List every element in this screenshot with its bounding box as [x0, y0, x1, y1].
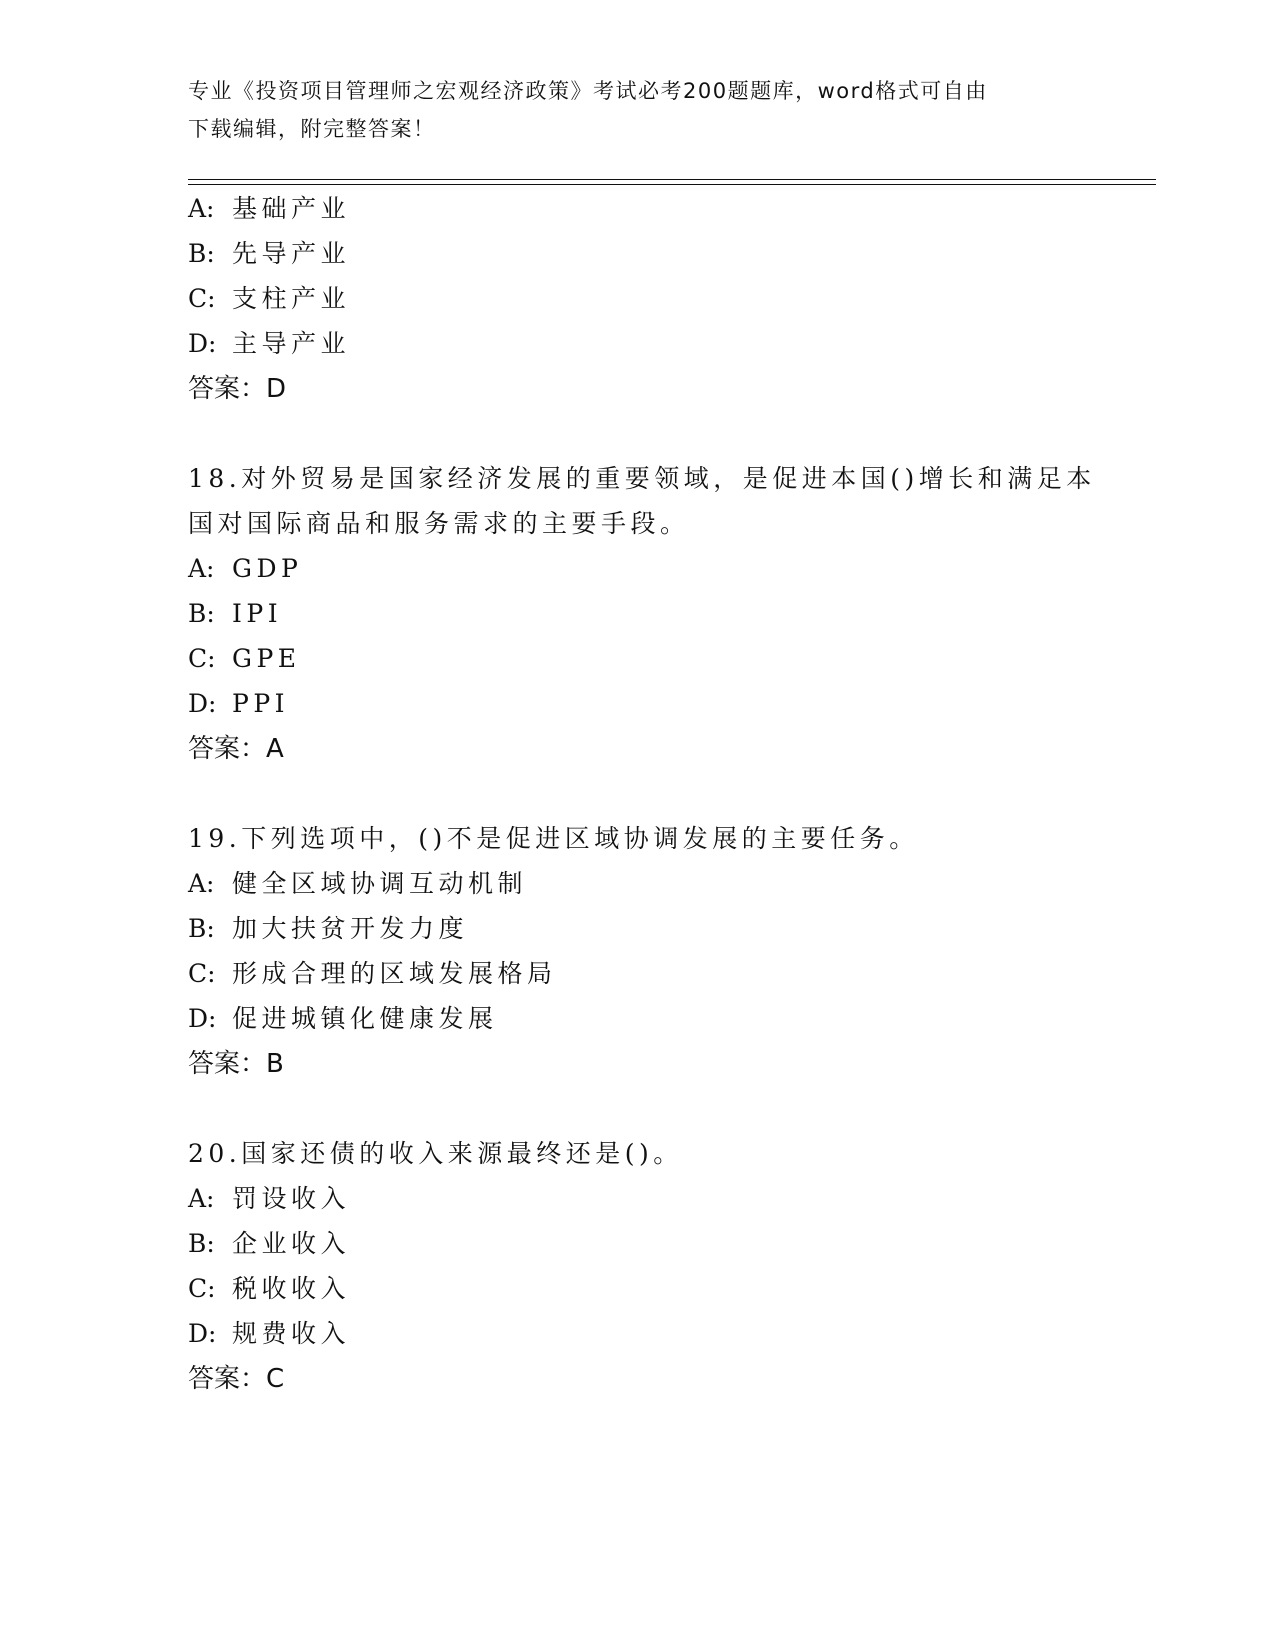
- option-text: 罚设收入: [232, 1184, 351, 1213]
- option-key: A:: [188, 1184, 215, 1213]
- option-key: C:: [188, 284, 216, 313]
- option-key: B:: [188, 1229, 215, 1258]
- q19-option-b: [188, 913, 468, 945]
- option-key: B:: [188, 239, 215, 268]
- q19-answer: 答案：B: [188, 1049, 284, 1079]
- option-text: 主导产业: [232, 329, 351, 358]
- q19-option-c: [188, 958, 557, 990]
- option-text: 基础产业: [232, 194, 351, 223]
- option-key: B:: [188, 599, 215, 628]
- q18-option-c: [188, 643, 301, 675]
- q20-answer: 答案：C: [188, 1364, 285, 1394]
- q17-answer: 答案：D: [188, 374, 287, 404]
- option-key: A:: [188, 554, 215, 583]
- option-text: 税收收入: [232, 1274, 351, 1303]
- q18-stem-line-2: 国对国际商品和服务需求的主要手段。: [188, 509, 690, 538]
- header-divider-bottom: [188, 184, 1156, 185]
- q19-option-d: [188, 1003, 498, 1035]
- q17-option-a: [188, 193, 350, 225]
- option-text: PPI: [232, 689, 290, 718]
- option-text: 形成合理的区域发展格局: [232, 959, 557, 988]
- option-text: 企业收入: [232, 1229, 351, 1258]
- option-key: C:: [188, 644, 216, 673]
- option-text: 健全区域协调互动机制: [232, 869, 528, 898]
- q18-option-d: [188, 688, 289, 720]
- q18-option-b: [188, 598, 282, 630]
- q17-option-c: [188, 283, 350, 315]
- option-text: GPE: [232, 644, 301, 673]
- option-text: 先导产业: [232, 239, 351, 268]
- header-divider-top: [188, 179, 1156, 180]
- option-text: 促进城镇化健康发展: [232, 1004, 498, 1033]
- q17-option-b: [188, 238, 350, 270]
- q18-answer: 答案：A: [188, 734, 284, 764]
- option-text: 加大扶贫开发力度: [232, 914, 469, 943]
- q20-option-a: [188, 1183, 350, 1215]
- q18-option-a: [188, 553, 302, 585]
- option-key: D:: [188, 1319, 217, 1348]
- q20-option-c: [188, 1273, 350, 1305]
- option-text: GDP: [232, 554, 303, 583]
- option-key: C:: [188, 959, 216, 988]
- option-key: D:: [188, 689, 217, 718]
- q19-option-a: [188, 868, 527, 900]
- option-key: A:: [188, 869, 215, 898]
- q17-option-d: [188, 328, 350, 360]
- header-line-2: 下载编辑，附完整答案！: [188, 117, 436, 141]
- document-header: [188, 72, 1088, 148]
- option-text: 规费收入: [232, 1319, 351, 1348]
- option-key: A:: [188, 194, 215, 223]
- option-text: IPI: [232, 599, 283, 628]
- q18-stem-line-1: 18.对外贸易是国家经济发展的重要领域，是促进本国()增长和满足本: [188, 464, 1096, 493]
- option-key: C:: [188, 1274, 216, 1303]
- q19-stem-line-1: 19.下列选项中，()不是促进区域协调发展的主要任务。: [188, 824, 919, 853]
- option-key: B:: [188, 914, 215, 943]
- q20-option-b: [188, 1228, 350, 1260]
- header-line-1: 专业《投资项目管理师之宏观经济政策》考试必考200题题库，word格式可自由: [188, 79, 988, 103]
- option-key: D:: [188, 329, 217, 358]
- option-key: D:: [188, 1004, 217, 1033]
- option-text: 支柱产业: [232, 284, 351, 313]
- q20-stem-line-1: 20.国家还债的收入来源最终还是()。: [188, 1139, 683, 1168]
- q20-option-d: [188, 1318, 350, 1350]
